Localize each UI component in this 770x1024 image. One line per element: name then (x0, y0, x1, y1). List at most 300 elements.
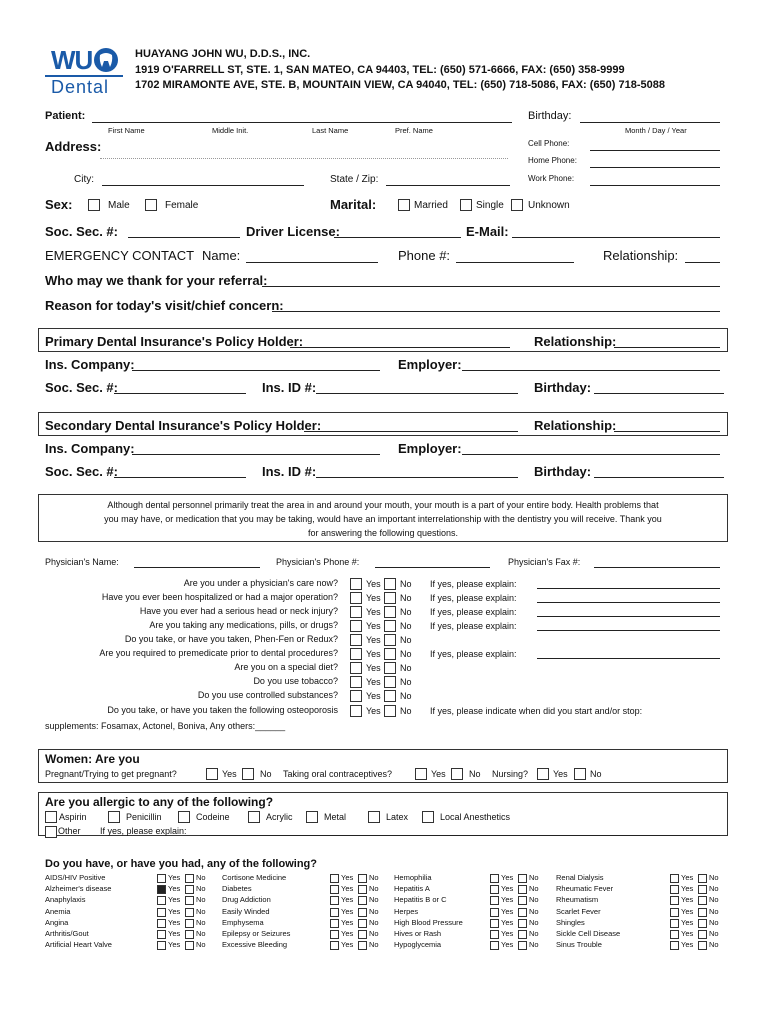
condition-yes-label: Yes (341, 929, 354, 938)
driver-license-label: Driver License: (246, 224, 340, 239)
condition-no-label: No (709, 929, 719, 938)
condition-no-label: No (709, 895, 719, 905)
emergency-phone-field[interactable] (456, 262, 574, 263)
marital-label: Marital: (330, 197, 377, 212)
condition-label: Hives or Rash (394, 929, 442, 938)
condition-yes-checkbox[interactable] (670, 896, 679, 905)
condition-label: Easily Winded (222, 906, 270, 916)
question-no-checkbox[interactable] (384, 606, 396, 618)
condition-label: Drug Addiction (222, 895, 271, 905)
condition-yes-checkbox[interactable] (330, 930, 339, 939)
unknown-checkbox[interactable] (511, 199, 523, 211)
question-followup: If yes, please explain: (430, 593, 517, 603)
condition-no-checkbox[interactable] (698, 908, 707, 917)
condition-no-label: No (529, 884, 539, 894)
birthday-label: Birthday: (528, 110, 572, 122)
condition-no-checkbox[interactable] (518, 874, 527, 883)
question-explain-field[interactable] (537, 630, 720, 631)
pregnant-yes-checkbox[interactable] (206, 768, 218, 780)
secondary-insid-field[interactable] (316, 477, 518, 478)
driver-license-field[interactable] (334, 237, 461, 238)
condition-no-checkbox[interactable] (185, 919, 194, 928)
dental-logo (45, 45, 123, 97)
pregnant-label: Pregnant/Trying to get pregnant? (45, 769, 177, 779)
condition-no-label: No (369, 906, 379, 916)
condition-yes-checkbox[interactable] (670, 908, 679, 917)
condition-label: Hepatitis B or C (394, 895, 447, 905)
question-no-label: No (400, 593, 412, 603)
condition-no-label: No (709, 906, 719, 916)
married-checkbox[interactable] (398, 199, 410, 211)
email-field[interactable] (512, 237, 720, 238)
referral-field[interactable] (262, 286, 720, 287)
condition-no-checkbox[interactable] (698, 896, 707, 905)
condition-yes-checkbox[interactable] (490, 941, 499, 950)
primary-holder-field[interactable] (290, 347, 510, 348)
women-title: Women: Are you (45, 752, 140, 766)
physician-phone-label: Physician's Phone #: (276, 557, 360, 567)
sex-label: Sex: (45, 197, 73, 212)
condition-no-checkbox[interactable] (358, 874, 367, 883)
notice-line-2: you may have, or medication that you may be taking, would have an important interrelationship with the dentistry you will receive. Thank you (104, 514, 662, 524)
condition-no-checkbox[interactable] (698, 930, 707, 939)
address-line-2: 1702 MIRAMONTE AVE, STE. B, MOUNTAIN VIEW, CA 94040, TEL: (650) 718-5086, FAX: (650) 718-5088 (135, 79, 666, 91)
condition-yes-checkbox[interactable] (490, 874, 499, 883)
condition-yes-checkbox[interactable] (157, 930, 166, 939)
condition-yes-label: Yes (501, 906, 514, 916)
date-format-caption: Month / Day / Year (625, 126, 687, 135)
nursing-label: Nursing? (492, 769, 529, 779)
secondary-ssn-field[interactable] (114, 477, 246, 478)
question-yes-label: Yes (366, 663, 381, 673)
question-yes-checkbox[interactable] (350, 676, 362, 688)
single-checkbox[interactable] (460, 199, 472, 211)
emergency-name-label: Name: (202, 248, 241, 263)
condition-yes-label: Yes (681, 884, 694, 894)
logo-wu: WU (51, 45, 93, 75)
question-no-label: No (400, 579, 412, 589)
condition-yes-checkbox[interactable] (490, 930, 499, 939)
state-zip-field[interactable] (386, 185, 510, 186)
condition-label: Sinus Trouble (556, 940, 602, 950)
question-yes-checkbox[interactable] (350, 620, 362, 632)
condition-label: Hypoglycemia (394, 940, 442, 950)
secondary-insid-label: Ins. ID #: (262, 464, 317, 479)
condition-yes-label: Yes (168, 940, 181, 950)
allergy-penicillin-checkbox[interactable] (108, 811, 120, 823)
ssn-field[interactable] (128, 237, 240, 238)
primary-ssn-label: Soc. Sec. #: (45, 380, 118, 395)
question-yes-checkbox[interactable] (350, 690, 362, 702)
condition-no-label: No (369, 929, 379, 938)
nursing-yes-checkbox[interactable] (537, 768, 549, 780)
condition-yes-checkbox[interactable] (490, 908, 499, 917)
condition-no-checkbox[interactable] (518, 930, 527, 939)
condition-no-checkbox[interactable] (518, 919, 527, 928)
question-text: Do you use controlled substances? (197, 690, 338, 700)
question-no-checkbox[interactable] (384, 592, 396, 604)
email-label: E-Mail: (466, 224, 509, 239)
pref-name-caption: Pref. Name (395, 126, 433, 135)
question-yes-checkbox[interactable] (350, 705, 362, 717)
secondary-relationship-label: Relationship: (534, 418, 617, 433)
question-explain-field[interactable] (537, 602, 720, 603)
referral-label: Who may we thank for your referral: (45, 273, 268, 288)
nursing-no-checkbox[interactable] (574, 768, 586, 780)
condition-label: High Blood Pressure (394, 917, 463, 927)
condition-yes-checkbox[interactable] (670, 941, 679, 950)
condition-yes-label: Yes (501, 884, 514, 894)
condition-no-label: No (369, 940, 379, 950)
question-yes-label: Yes (366, 706, 381, 716)
condition-yes-checkbox[interactable] (157, 941, 166, 950)
question-no-label: No (400, 691, 412, 701)
condition-no-label: No (709, 884, 719, 894)
allergy-title: Are you allergic to any of the following? (45, 795, 274, 809)
condition-no-checkbox[interactable] (698, 874, 707, 883)
question-yes-label: Yes (366, 677, 381, 687)
condition-no-label: No (529, 929, 539, 938)
question-no-checkbox[interactable] (384, 676, 396, 688)
question-yes-label: Yes (366, 649, 381, 659)
condition-no-checkbox[interactable] (358, 896, 367, 905)
question-no-label: No (400, 649, 412, 659)
condition-yes-label: Yes (168, 884, 181, 894)
work-phone-label: Work Phone: (528, 174, 575, 183)
condition-yes-label: Yes (168, 895, 181, 905)
pregnant-yes-label: Yes (222, 769, 237, 779)
pregnant-no-checkbox[interactable] (242, 768, 254, 780)
secondary-employer-field[interactable] (462, 454, 720, 455)
condition-no-checkbox[interactable] (358, 919, 367, 928)
allergy-acrylic-checkbox[interactable] (248, 811, 260, 823)
condition-label: Emphysema (222, 917, 264, 927)
allergy-item-label: Aspirin (59, 812, 87, 822)
emergency-name-field[interactable] (246, 262, 378, 263)
question-no-label: No (400, 677, 412, 687)
condition-yes-label: Yes (501, 917, 514, 927)
birthday-field[interactable] (580, 122, 720, 123)
condition-yes-label: Yes (341, 906, 354, 916)
condition-label: Arthritis/Gout (45, 929, 89, 938)
condition-yes-checkbox[interactable] (157, 885, 166, 894)
condition-no-label: No (529, 873, 539, 882)
condition-no-label: No (529, 940, 539, 950)
condition-yes-label: Yes (681, 940, 694, 950)
condition-label: Hepatitis A (394, 884, 430, 894)
condition-no-checkbox[interactable] (518, 896, 527, 905)
question-yes-label: Yes (366, 691, 381, 701)
contraceptives-no-checkbox[interactable] (451, 768, 463, 780)
primary-ssn-field[interactable] (114, 393, 246, 394)
question-yes-checkbox[interactable] (350, 634, 362, 646)
secondary-relationship-field[interactable] (614, 431, 720, 432)
condition-yes-checkbox[interactable] (670, 930, 679, 939)
condition-no-checkbox[interactable] (185, 908, 194, 917)
condition-no-checkbox[interactable] (358, 930, 367, 939)
condition-label: Rheumatism (556, 895, 599, 905)
question-no-checkbox[interactable] (384, 578, 396, 590)
condition-label: Alzheimer's disease (45, 884, 112, 894)
condition-no-label: No (369, 895, 379, 905)
contraceptives-yes-label: Yes (431, 769, 446, 779)
notice-line-1: Although dental personnel primarily treat the area in and around your mouth, your mouth is a part of your entire body. Health problems that (107, 500, 659, 510)
condition-yes-label: Yes (341, 884, 354, 894)
condition-yes-checkbox[interactable] (330, 896, 339, 905)
condition-yes-checkbox[interactable] (330, 908, 339, 917)
question-explain-field[interactable] (537, 658, 720, 659)
condition-no-checkbox[interactable] (185, 941, 194, 950)
condition-yes-checkbox[interactable] (157, 919, 166, 928)
question-explain-field[interactable] (537, 588, 720, 589)
condition-yes-checkbox[interactable] (490, 896, 499, 905)
patient-label: Patient: (45, 110, 86, 122)
condition-no-checkbox[interactable] (698, 941, 707, 950)
tooth-icon (93, 47, 119, 73)
married-label: Married (414, 200, 448, 211)
physician-fax-label: Physician's Fax #: (508, 557, 581, 567)
condition-yes-label: Yes (341, 917, 354, 927)
condition-yes-checkbox[interactable] (330, 885, 339, 894)
emergency-contact-label: EMERGENCY CONTACT (45, 248, 195, 263)
condition-yes-label: Yes (168, 929, 181, 938)
condition-no-label: No (709, 873, 719, 882)
address-line-1: 1919 O'FARRELL ST, STE. 1, SAN MATEO, CA 94403, TEL: (650) 571-6666, FAX: (650) 358-9999 (135, 64, 625, 76)
secondary-birthday-label: Birthday: (534, 464, 592, 479)
primary-relationship-field[interactable] (614, 347, 720, 348)
emergency-relationship-field[interactable] (685, 262, 720, 263)
condition-yes-checkbox[interactable] (490, 919, 499, 928)
question-no-checkbox[interactable] (384, 705, 396, 717)
condition-label: Shingles (556, 917, 585, 927)
condition-yes-checkbox[interactable] (670, 919, 679, 928)
question-yes-checkbox[interactable] (350, 648, 362, 660)
conditions-title: Do you have, or have you had, any of the following? (45, 858, 317, 870)
secondary-company-field[interactable] (132, 454, 380, 455)
condition-no-label: No (709, 917, 719, 927)
allergy-explain-field[interactable] (200, 835, 720, 836)
patient-name-field[interactable] (92, 122, 512, 123)
condition-no-label: No (529, 917, 539, 927)
city-field[interactable] (102, 185, 304, 186)
allergy-item-label: Latex (386, 812, 409, 822)
condition-no-label: No (196, 884, 206, 894)
question-no-checkbox[interactable] (384, 662, 396, 674)
question-yes-label: Yes (366, 607, 381, 617)
physician-name-field[interactable] (134, 567, 260, 568)
contraceptives-label: Taking oral contraceptives? (283, 769, 393, 779)
secondary-holder-label: Secondary Dental Insurance's Policy Holder: (45, 418, 322, 433)
question-no-checkbox[interactable] (384, 648, 396, 660)
allergy-item-label: Acrylic (266, 812, 293, 822)
condition-no-checkbox[interactable] (358, 941, 367, 950)
condition-label: Angina (45, 917, 69, 927)
condition-label: Artificial Heart Valve (45, 940, 112, 950)
question-followup: If yes, please indicate when did you start and/or stop: (430, 706, 643, 716)
physician-phone-field[interactable] (375, 567, 490, 568)
female-label: Female (165, 200, 199, 211)
question-text: Do you take, or have you taken, Phen-Fen or Redux? (124, 634, 338, 644)
cell-phone-label: Cell Phone: (528, 139, 570, 148)
allergy-local-anesthetics-checkbox[interactable] (422, 811, 434, 823)
condition-yes-checkbox[interactable] (157, 874, 166, 883)
condition-no-checkbox[interactable] (358, 908, 367, 917)
work-phone-field[interactable] (590, 185, 720, 186)
nursing-yes-label: Yes (553, 769, 568, 779)
condition-no-checkbox[interactable] (185, 874, 194, 883)
allergy-item-label: Local Anesthetics (440, 812, 511, 822)
condition-yes-label: Yes (341, 940, 354, 950)
condition-no-label: No (196, 929, 206, 938)
condition-no-label: No (369, 873, 379, 882)
condition-no-label: No (709, 940, 719, 950)
emergency-phone-label: Phone #: (398, 248, 451, 263)
city-label: City: (74, 174, 94, 185)
condition-yes-label: Yes (681, 917, 694, 927)
middle-init-caption: Middle Init. (212, 126, 249, 135)
practice-name: HUAYANG JOHN WU, D.D.S., INC. (135, 48, 311, 60)
condition-yes-label: Yes (168, 917, 181, 927)
primary-insid-field[interactable] (316, 393, 518, 394)
male-checkbox[interactable] (88, 199, 100, 211)
condition-label: Sickle Cell Disease (556, 929, 621, 938)
condition-no-checkbox[interactable] (518, 885, 527, 894)
condition-no-label: No (369, 884, 379, 894)
condition-label: Hemophilia (394, 873, 432, 882)
question-text: Are you under a physician's care now? (183, 578, 338, 588)
condition-yes-checkbox[interactable] (330, 919, 339, 928)
question-followup: If yes, please explain: (430, 579, 517, 589)
question-no-checkbox[interactable] (384, 634, 396, 646)
condition-yes-label: Yes (681, 929, 694, 938)
allergy-item-label: Codeine (196, 812, 230, 822)
condition-no-checkbox[interactable] (185, 885, 194, 894)
condition-no-label: No (196, 873, 206, 882)
condition-no-checkbox[interactable] (518, 908, 527, 917)
secondary-holder-field[interactable] (304, 431, 518, 432)
condition-yes-label: Yes (501, 940, 514, 950)
condition-no-checkbox[interactable] (698, 919, 707, 928)
condition-label: Anaphylaxis (45, 895, 86, 905)
primary-company-label: Ins. Company: (45, 357, 135, 372)
reason-label: Reason for today's visit/chief concern: (45, 298, 284, 313)
question-no-label: No (400, 607, 412, 617)
condition-yes-checkbox[interactable] (157, 896, 166, 905)
condition-label: Excessive Bleeding (222, 940, 288, 950)
question-text: Have you ever been hospitalized or had a major operation? (101, 592, 338, 602)
condition-yes-checkbox[interactable] (670, 874, 679, 883)
question-text: Are you taking any medications, pills, or drugs? (149, 620, 338, 630)
question-yes-label: Yes (366, 579, 381, 589)
condition-label: AIDS/HIV Positive (45, 873, 106, 882)
condition-no-label: No (196, 895, 206, 905)
reason-field[interactable] (272, 311, 720, 312)
question-yes-label: Yes (366, 635, 381, 645)
home-phone-field[interactable] (590, 167, 720, 168)
allergy-metal-checkbox[interactable] (306, 811, 318, 823)
condition-yes-checkbox[interactable] (490, 885, 499, 894)
condition-no-checkbox[interactable] (698, 885, 707, 894)
male-label: Male (108, 200, 130, 211)
condition-label: Cortisone Medicine (222, 873, 287, 882)
nursing-no-label: No (590, 769, 602, 779)
question-text: Are you on a special diet? (234, 662, 338, 672)
allergy-explain-label: If yes, please explain: (100, 826, 187, 836)
primary-birthday-field[interactable] (594, 393, 724, 394)
female-checkbox[interactable] (145, 199, 157, 211)
allergy-item-label: Metal (324, 812, 347, 822)
condition-yes-checkbox[interactable] (670, 885, 679, 894)
condition-no-checkbox[interactable] (185, 930, 194, 939)
contraceptives-yes-checkbox[interactable] (415, 768, 427, 780)
condition-no-label: No (369, 917, 379, 927)
question-text: Do you take, or have you taken the following osteoporosis (107, 705, 338, 715)
address-label: Address: (45, 139, 102, 154)
physician-name-label: Physician's Name: (45, 557, 119, 567)
condition-label: Herpes (394, 906, 419, 916)
question-yes-checkbox[interactable] (350, 578, 362, 590)
primary-company-field[interactable] (132, 370, 380, 371)
primary-relationship-label: Relationship: (534, 334, 617, 349)
secondary-birthday-field[interactable] (594, 477, 724, 478)
allergy-latex-checkbox[interactable] (368, 811, 380, 823)
question-no-checkbox[interactable] (384, 690, 396, 702)
question-yes-checkbox[interactable] (350, 592, 362, 604)
secondary-ssn-label: Soc. Sec. #: (45, 464, 118, 479)
allergy-aspirin-checkbox[interactable] (45, 811, 57, 823)
question-yes-checkbox[interactable] (350, 662, 362, 674)
condition-yes-label: Yes (681, 873, 694, 882)
question-yes-label: Yes (366, 593, 381, 603)
condition-no-label: No (529, 906, 539, 916)
condition-label: Renal Dialysis (556, 873, 604, 882)
condition-yes-checkbox[interactable] (157, 908, 166, 917)
condition-label: Rheumatic Fever (556, 884, 614, 894)
unknown-label: Unknown (528, 200, 570, 211)
primary-employer-label: Employer: (398, 357, 462, 372)
physician-fax-field[interactable] (594, 567, 720, 568)
question-yes-label: Yes (366, 621, 381, 631)
question-explain-field[interactable] (537, 616, 720, 617)
allergy-codeine-checkbox[interactable] (178, 811, 190, 823)
cell-phone-field[interactable] (590, 150, 720, 151)
question-text: Have you ever had a serious head or neck injury? (139, 606, 338, 616)
question-no-label: No (400, 621, 412, 631)
other-allergy-checkbox[interactable] (45, 826, 57, 838)
condition-yes-checkbox[interactable] (330, 941, 339, 950)
condition-yes-label: Yes (341, 873, 354, 882)
condition-label: Scarlet Fever (556, 906, 601, 916)
first-name-caption: First Name (108, 126, 145, 135)
condition-no-checkbox[interactable] (358, 885, 367, 894)
question-no-label: No (400, 663, 412, 673)
condition-yes-checkbox[interactable] (330, 874, 339, 883)
condition-no-checkbox[interactable] (185, 896, 194, 905)
condition-label: Diabetes (222, 884, 252, 894)
question-followup: If yes, please explain: (430, 649, 517, 659)
condition-no-label: No (529, 895, 539, 905)
question-text: Are you required to premedicate prior to dental procedures? (99, 648, 338, 658)
condition-no-label: No (196, 940, 206, 950)
primary-employer-field[interactable] (462, 370, 720, 371)
question-yes-checkbox[interactable] (350, 606, 362, 618)
condition-yes-label: Yes (681, 895, 694, 905)
single-label: Single (476, 200, 504, 211)
primary-birthday-label: Birthday: (534, 380, 592, 395)
condition-no-checkbox[interactable] (518, 941, 527, 950)
question-no-checkbox[interactable] (384, 620, 396, 632)
address-field[interactable] (100, 158, 508, 159)
